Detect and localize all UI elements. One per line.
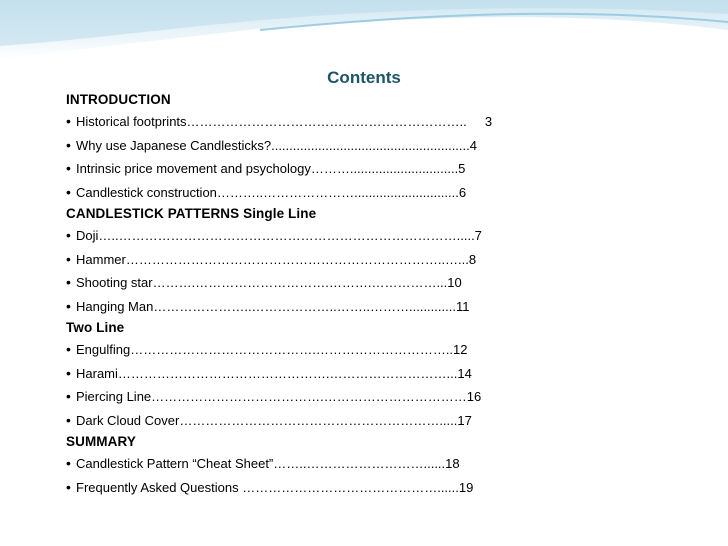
- toc-entry-text: Piercing Line………………………………….……………………………16: [76, 389, 482, 404]
- toc-entry-text: Why use Japanese Candlesticks?.......................................................4: [76, 137, 477, 153]
- toc-entry: [66, 224, 520, 248]
- toc-entry-text: Harami………………………………………….………………………...14: [76, 365, 472, 381]
- toc-entry: [66, 476, 520, 500]
- toc-entry-text: Frequently Asked Questions ………………………………………......19: [76, 479, 474, 495]
- bullet-icon: •: [66, 274, 71, 290]
- toc-section-heading: CANDLESTICK PATTERNS Single Line: [66, 206, 317, 221]
- toc-entry: [66, 134, 520, 158]
- table-of-contents: [66, 90, 520, 499]
- toc-entry: [66, 338, 520, 362]
- toc-entry-text: Hammer………………………………………………………………..…...8: [76, 251, 477, 267]
- toc-entry: [66, 385, 520, 409]
- bullet-icon: •: [66, 160, 71, 176]
- bullet-icon: •: [66, 455, 71, 471]
- toc-entry-text: Doji…..…………………………………………………………………….....7: [76, 228, 482, 243]
- toc-entry: [66, 248, 520, 272]
- bullet-icon: •: [66, 364, 71, 381]
- toc-entry-text: Hanging Man…………………..………………..……..……….............11: [76, 298, 470, 314]
- toc-entry-text: Candlestick Pattern “Cheat Sheet”……..………………………......18: [76, 456, 460, 471]
- toc-entry: [66, 409, 520, 433]
- toc-section-heading: INTRODUCTION: [66, 92, 171, 107]
- toc-entry: [66, 295, 520, 319]
- toc-entry: [66, 271, 520, 295]
- page-title: Contents: [327, 68, 401, 87]
- bullet-icon: •: [66, 250, 71, 267]
- bullet-icon: •: [66, 183, 71, 200]
- bullet-icon: •: [66, 227, 71, 243]
- bullet-icon: •: [66, 478, 71, 495]
- toc-section-heading: Two Line: [66, 320, 125, 335]
- toc-entry-text: Historical footprints……………………………………………………….. 3: [76, 114, 493, 129]
- toc-entry: [66, 110, 520, 134]
- toc-entry-text: Shooting star……….………………………….……….……………...10: [76, 275, 462, 290]
- toc-entry-text: Candlestick construction………..………………….............................6: [76, 184, 467, 200]
- toc-entry: [66, 181, 520, 205]
- toc-entry: [66, 157, 520, 181]
- toc-entry-text: Dark Cloud Cover…………………………………………………….....17: [76, 412, 472, 428]
- toc-section-heading: SUMMARY: [66, 434, 136, 449]
- toc-entry-text: Intrinsic price movement and psychology………..............................5: [76, 161, 466, 176]
- toc-entry-text: Engulfing…………………………………….…………………………..12: [76, 342, 468, 357]
- toc-entry: [66, 362, 520, 386]
- bullet-icon: •: [66, 113, 71, 129]
- toc-entry: [66, 452, 520, 476]
- bullet-icon: •: [66, 297, 71, 314]
- bullet-icon: •: [66, 411, 71, 428]
- bullet-icon: •: [66, 136, 71, 153]
- bullet-icon: •: [66, 341, 71, 357]
- bullet-icon: •: [66, 388, 71, 404]
